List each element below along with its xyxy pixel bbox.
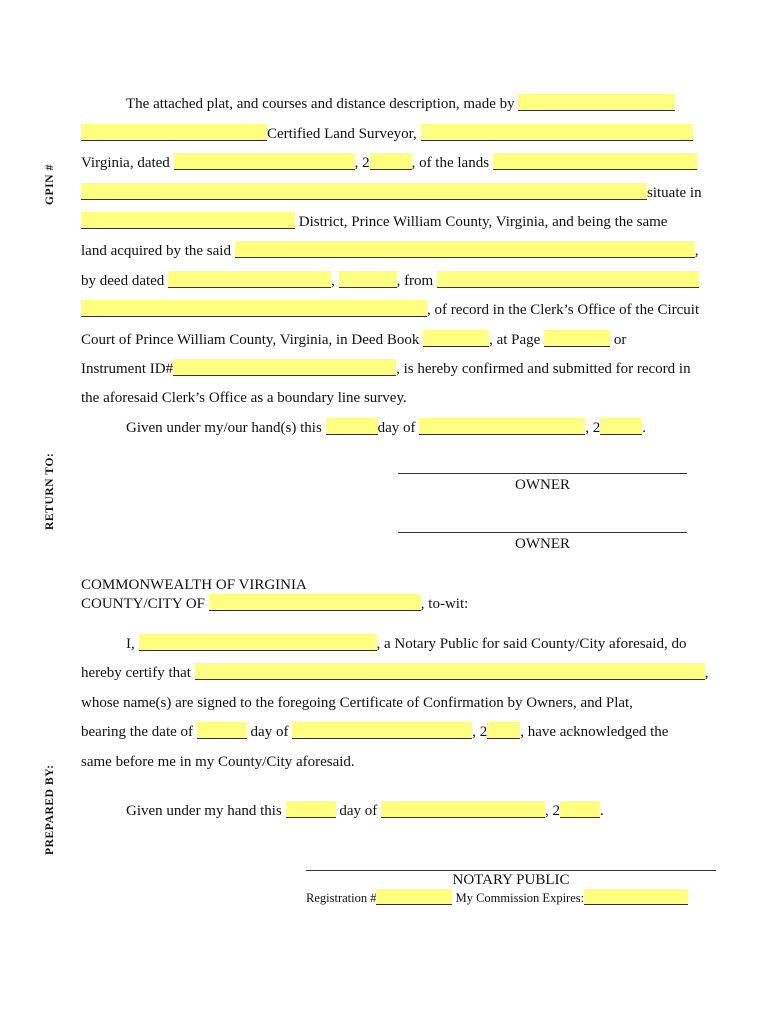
surveyor-name-cont-field[interactable] — [81, 124, 267, 141]
given-year-field[interactable] — [600, 418, 642, 435]
surveyor-location-field[interactable] — [421, 124, 693, 141]
registration-line — [306, 888, 688, 908]
owner-label-2: OWNER — [515, 536, 570, 552]
text: , 2 — [544, 803, 560, 819]
bearing-year-field[interactable] — [487, 722, 520, 739]
page-field[interactable] — [544, 330, 610, 347]
notary-year-field[interactable] — [560, 801, 600, 818]
deed-book-field[interactable] — [423, 330, 489, 347]
text: , is hereby confirmed and submitted for record in — [396, 361, 691, 377]
text: The attached plat, and courses and distance description, made by — [126, 96, 515, 112]
deed-date-field[interactable] — [168, 271, 331, 288]
para1-line4 — [81, 183, 702, 203]
text: . — [642, 420, 646, 436]
plat-date-field[interactable] — [174, 153, 355, 170]
text: day of — [377, 420, 416, 436]
text: Given under my/our hand(s) this — [126, 420, 322, 436]
registration-field[interactable] — [376, 889, 452, 905]
notary-day-field[interactable] — [286, 801, 336, 818]
para1-line5 — [81, 212, 667, 232]
text: , have acknowledged the — [520, 724, 669, 740]
certify-that-field[interactable] — [195, 663, 705, 680]
notary-line5 — [81, 752, 355, 772]
text: , 2 — [585, 420, 601, 436]
text: , to-wit: — [420, 596, 469, 612]
para1-line7 — [81, 271, 699, 291]
instrument-id-field[interactable] — [173, 359, 396, 376]
text: by deed dated — [81, 273, 165, 289]
notary-line4 — [81, 722, 668, 742]
text: , of record in the Clerk’s Office of the Circuit — [427, 302, 700, 318]
from-field[interactable] — [437, 271, 699, 288]
gpin-label: GPIN # — [44, 164, 56, 205]
notary-month-field[interactable] — [381, 801, 545, 818]
text: land acquired by the said — [81, 243, 231, 259]
county-city-field[interactable] — [209, 594, 421, 611]
text: whose name(s) are signed to the foregoing Certificate of Confirmation by Owners, and Plat, — [81, 695, 633, 711]
surveyor-name-field[interactable] — [518, 94, 675, 111]
notary-line1 — [126, 634, 686, 654]
para1-line10 — [81, 359, 691, 379]
owner-label-1: OWNER — [515, 477, 570, 493]
text: Given under my hand this — [126, 803, 282, 819]
text: same before me in my County/City aforesaid. — [81, 754, 355, 770]
text: Instrument ID# — [81, 361, 174, 377]
from-cont-field[interactable] — [81, 300, 427, 317]
text: hereby certify that — [81, 665, 191, 681]
county-city-line — [81, 594, 468, 614]
text: , — [704, 665, 709, 681]
text: Certified Land Surveyor, — [267, 126, 417, 142]
para1-line3 — [81, 153, 697, 173]
text: bearing the date of — [81, 724, 194, 740]
text: Virginia, dated — [81, 155, 170, 171]
text: , at Page — [489, 332, 541, 348]
notary-signature-line[interactable] — [306, 870, 716, 871]
text: , — [694, 243, 699, 259]
notary-name-field[interactable] — [139, 634, 377, 651]
para1-line1 — [126, 94, 675, 114]
text: COMMONWEALTH OF VIRGINIA — [81, 577, 307, 593]
text: I, — [126, 636, 135, 652]
prepared-by-label: PREPARED BY: — [44, 764, 56, 855]
para1-line8 — [81, 300, 699, 320]
text: , of the lands — [411, 155, 490, 171]
text: day of — [339, 803, 378, 819]
text: District, Prince William County, Virginia, and being the same — [298, 214, 668, 230]
deed-year-field[interactable] — [339, 271, 397, 288]
para1-line2 — [81, 124, 693, 144]
bearing-day-field[interactable] — [197, 722, 247, 739]
commission-expires-field[interactable] — [584, 889, 688, 905]
para1-line11 — [81, 388, 407, 408]
text: the aforesaid Clerk’s Office as a boundary line survey. — [81, 390, 407, 406]
notary-public-label: NOTARY PUBLIC — [452, 872, 570, 888]
para1-line9 — [81, 330, 626, 350]
plat-year-field[interactable] — [370, 153, 412, 170]
acquired-by-field[interactable] — [235, 241, 695, 258]
text: situate in — [647, 185, 702, 201]
text: , 2 — [472, 724, 488, 740]
given-day-field[interactable] — [326, 418, 378, 435]
return-to-label: RETURN TO: — [44, 452, 56, 530]
notary-line3 — [81, 693, 633, 713]
text: My Commission Expires: — [455, 891, 585, 905]
text: or — [613, 332, 627, 348]
text: day of — [250, 724, 289, 740]
text: . — [599, 803, 604, 819]
text: Registration # — [306, 891, 377, 905]
text: COUNTY/CITY OF — [81, 596, 206, 612]
owner-signature-line-2[interactable] — [398, 532, 687, 533]
commonwealth-heading — [81, 575, 307, 595]
text: , a Notary Public for said County/City aforesaid, do — [376, 636, 687, 652]
given-line-notary — [126, 801, 604, 821]
owner-signature-line-1[interactable] — [398, 473, 687, 474]
para1-line6 — [81, 241, 698, 261]
notary-line2 — [81, 663, 708, 683]
text: , 2 — [354, 155, 370, 171]
text: , from — [396, 273, 434, 289]
district-field[interactable] — [81, 212, 295, 229]
text: , — [331, 273, 335, 289]
given-line-owners — [126, 418, 646, 438]
given-month-field[interactable] — [419, 418, 585, 435]
bearing-month-field[interactable] — [292, 722, 472, 739]
text: Court of Prince William County, Virginia, in Deed Book — [81, 332, 420, 348]
lands-of-field[interactable] — [493, 153, 697, 170]
lands-of-cont-field[interactable] — [81, 183, 647, 200]
